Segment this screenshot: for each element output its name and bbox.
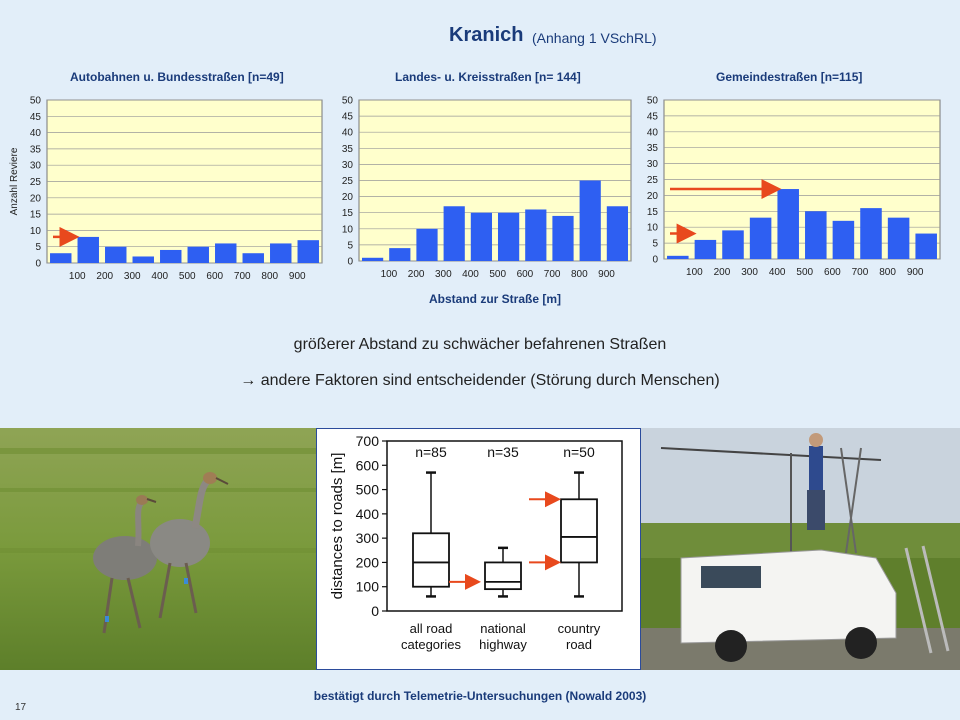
y-tick-label: 20 (341, 192, 353, 204)
x-tick-label: 600 (516, 269, 534, 280)
x-tick-label: 200 (407, 269, 425, 280)
y-tick-label: 30 (341, 159, 353, 171)
y-tick-label: 40 (646, 127, 658, 139)
box-2 (479, 444, 527, 652)
x-tick-label: 100 (686, 267, 703, 278)
y-tick-label: 10 (341, 224, 353, 236)
y-tick-label: 700 (355, 433, 379, 449)
statement-line-2: → andere Faktoren sind entscheidender (Störung durch Menschen) (240, 372, 720, 389)
bar (750, 218, 772, 259)
x-tick-label: 900 (598, 269, 615, 280)
bar (525, 209, 546, 261)
y-tick-label: 50 (646, 95, 658, 107)
x-tick-label: 600 (206, 271, 224, 282)
x-tick-label: 200 (713, 267, 731, 278)
x-tick-label: 100 (68, 271, 86, 282)
x-tick-label: 300 (434, 269, 452, 280)
x-tick-label: 800 (261, 271, 279, 282)
bar (607, 206, 628, 261)
x-tick-label: 900 (288, 271, 306, 282)
bar (243, 253, 264, 263)
bar (833, 221, 855, 259)
y-tick-label: 0 (652, 254, 658, 266)
y-tick-label: 25 (646, 175, 658, 186)
category-label: country (557, 621, 601, 636)
bar (722, 230, 744, 259)
bar (105, 247, 126, 263)
bar (580, 181, 601, 262)
y-tick-label: 50 (29, 95, 41, 107)
x-tick-label: 600 (824, 267, 841, 278)
y-tick-label: 30 (29, 160, 41, 172)
x-tick-label: 300 (741, 267, 758, 278)
y-tick-label: 40 (341, 127, 353, 139)
y-tick-label: 20 (646, 190, 658, 202)
y-tick-label: 5 (347, 240, 353, 252)
footer-source: bestätigt durch Telemetrie-Untersuchungen (Nowald 2003) (313, 689, 647, 703)
bar (416, 229, 437, 261)
chart-title-1: Autobahnen u. Bundesstraßen [n=49] (70, 70, 284, 84)
y-axis-label: Anzahl Reviere (9, 147, 20, 216)
telemetry-photo (641, 428, 960, 670)
y-tick-label: 600 (355, 457, 379, 474)
box-1 (401, 444, 461, 652)
y-tick-label: 35 (646, 143, 658, 155)
y-tick-label: 0 (347, 256, 353, 268)
bar-chart-2 (342, 96, 631, 307)
bar (389, 248, 410, 261)
x-tick-label: 400 (768, 267, 786, 278)
bar (160, 250, 181, 263)
crane-photo (0, 428, 318, 670)
chart-title-2: Landes- u. Kreisstraßen [n= 144] (395, 70, 581, 84)
y-tick-label: 50 (341, 95, 353, 107)
bar (888, 218, 910, 259)
x-tick-label: 700 (233, 271, 251, 282)
box (485, 562, 521, 589)
title-sub: (Anhang 1 VSchRL) (532, 30, 657, 46)
y-tick-label: 30 (646, 159, 658, 171)
bar (298, 240, 319, 263)
y-tick-label: 0 (371, 603, 379, 619)
category-label: highway (479, 637, 527, 652)
bar-chart-3 (647, 96, 940, 279)
bar (695, 240, 717, 259)
y-tick-label: 35 (341, 143, 353, 155)
bar (133, 256, 154, 263)
n-label: n=85 (415, 444, 447, 460)
y-tick-label: 25 (341, 176, 353, 187)
box (413, 533, 449, 586)
x-tick-label: 700 (851, 267, 869, 278)
bar (188, 247, 209, 263)
bar (444, 206, 465, 261)
bar (860, 208, 882, 259)
x-axis-label: Abstand zur Straße [m] (428, 292, 562, 306)
y-tick-label: 35 (29, 144, 41, 156)
x-tick-label: 500 (178, 271, 196, 282)
y-tick-label: 200 (355, 554, 379, 571)
n-label: n=50 (563, 444, 595, 460)
category-label: road (565, 637, 593, 652)
y-tick-label: 500 (355, 481, 379, 498)
statement-line-1: größerer Abstand zu schwächer befahrenen Straßen (293, 336, 667, 353)
bar (270, 243, 291, 263)
y-tick-label: 45 (646, 111, 658, 123)
bar (552, 216, 573, 261)
x-tick-label: 100 (380, 269, 398, 280)
boxplot-panel (316, 428, 641, 670)
y-tick-label: 10 (646, 222, 658, 234)
y-tick-label: 5 (652, 238, 658, 250)
x-tick-label: 800 (879, 267, 896, 278)
bar (805, 211, 827, 259)
x-tick-label: 400 (462, 269, 479, 280)
bar-charts (0, 0, 960, 320)
y-tick-label: 15 (341, 208, 353, 220)
category-label: national (480, 621, 526, 636)
y-tick-label: 20 (29, 193, 41, 205)
y-tick-label: 25 (29, 177, 41, 188)
bar-chart-1 (9, 96, 322, 283)
y-tick-label: 300 (355, 530, 379, 547)
category-label: all road (409, 621, 453, 636)
bar (915, 234, 937, 259)
y-tick-label: 5 (35, 242, 41, 254)
category-label: categories (401, 637, 461, 652)
y-tick-label: 45 (29, 111, 41, 123)
x-tick-label: 800 (570, 269, 588, 280)
y-tick-label: 40 (29, 128, 41, 140)
chart-title-3: Gemeindestraßen [n=115] (716, 70, 863, 84)
y-tick-label: 400 (355, 505, 379, 522)
x-tick-label: 500 (796, 267, 814, 278)
y-tick-label: 45 (341, 111, 353, 123)
y-tick-label: 15 (29, 209, 41, 221)
y-axis-label: distances to roads [m] (329, 452, 346, 600)
bar (498, 213, 519, 261)
box (561, 499, 597, 562)
y-tick-label: 0 (35, 258, 41, 270)
title-main: Kranich (449, 24, 524, 46)
x-tick-label: 200 (96, 271, 114, 282)
y-tick-label: 100 (355, 578, 379, 595)
y-tick-label: 15 (646, 206, 658, 218)
n-label: n=35 (487, 444, 519, 460)
bar (471, 213, 492, 261)
box-3 (558, 444, 601, 652)
x-tick-label: 400 (151, 271, 169, 282)
x-tick-label: 900 (906, 267, 924, 278)
bar (667, 256, 689, 259)
bar (50, 253, 71, 263)
page-number: 17 (15, 702, 27, 713)
x-tick-label: 700 (543, 269, 561, 280)
y-tick-label: 10 (29, 225, 41, 237)
bar (78, 237, 99, 263)
x-tick-label: 500 (489, 269, 507, 280)
bar (362, 258, 383, 261)
bar (777, 189, 799, 259)
x-tick-label: 300 (123, 271, 141, 282)
bar (215, 243, 236, 263)
